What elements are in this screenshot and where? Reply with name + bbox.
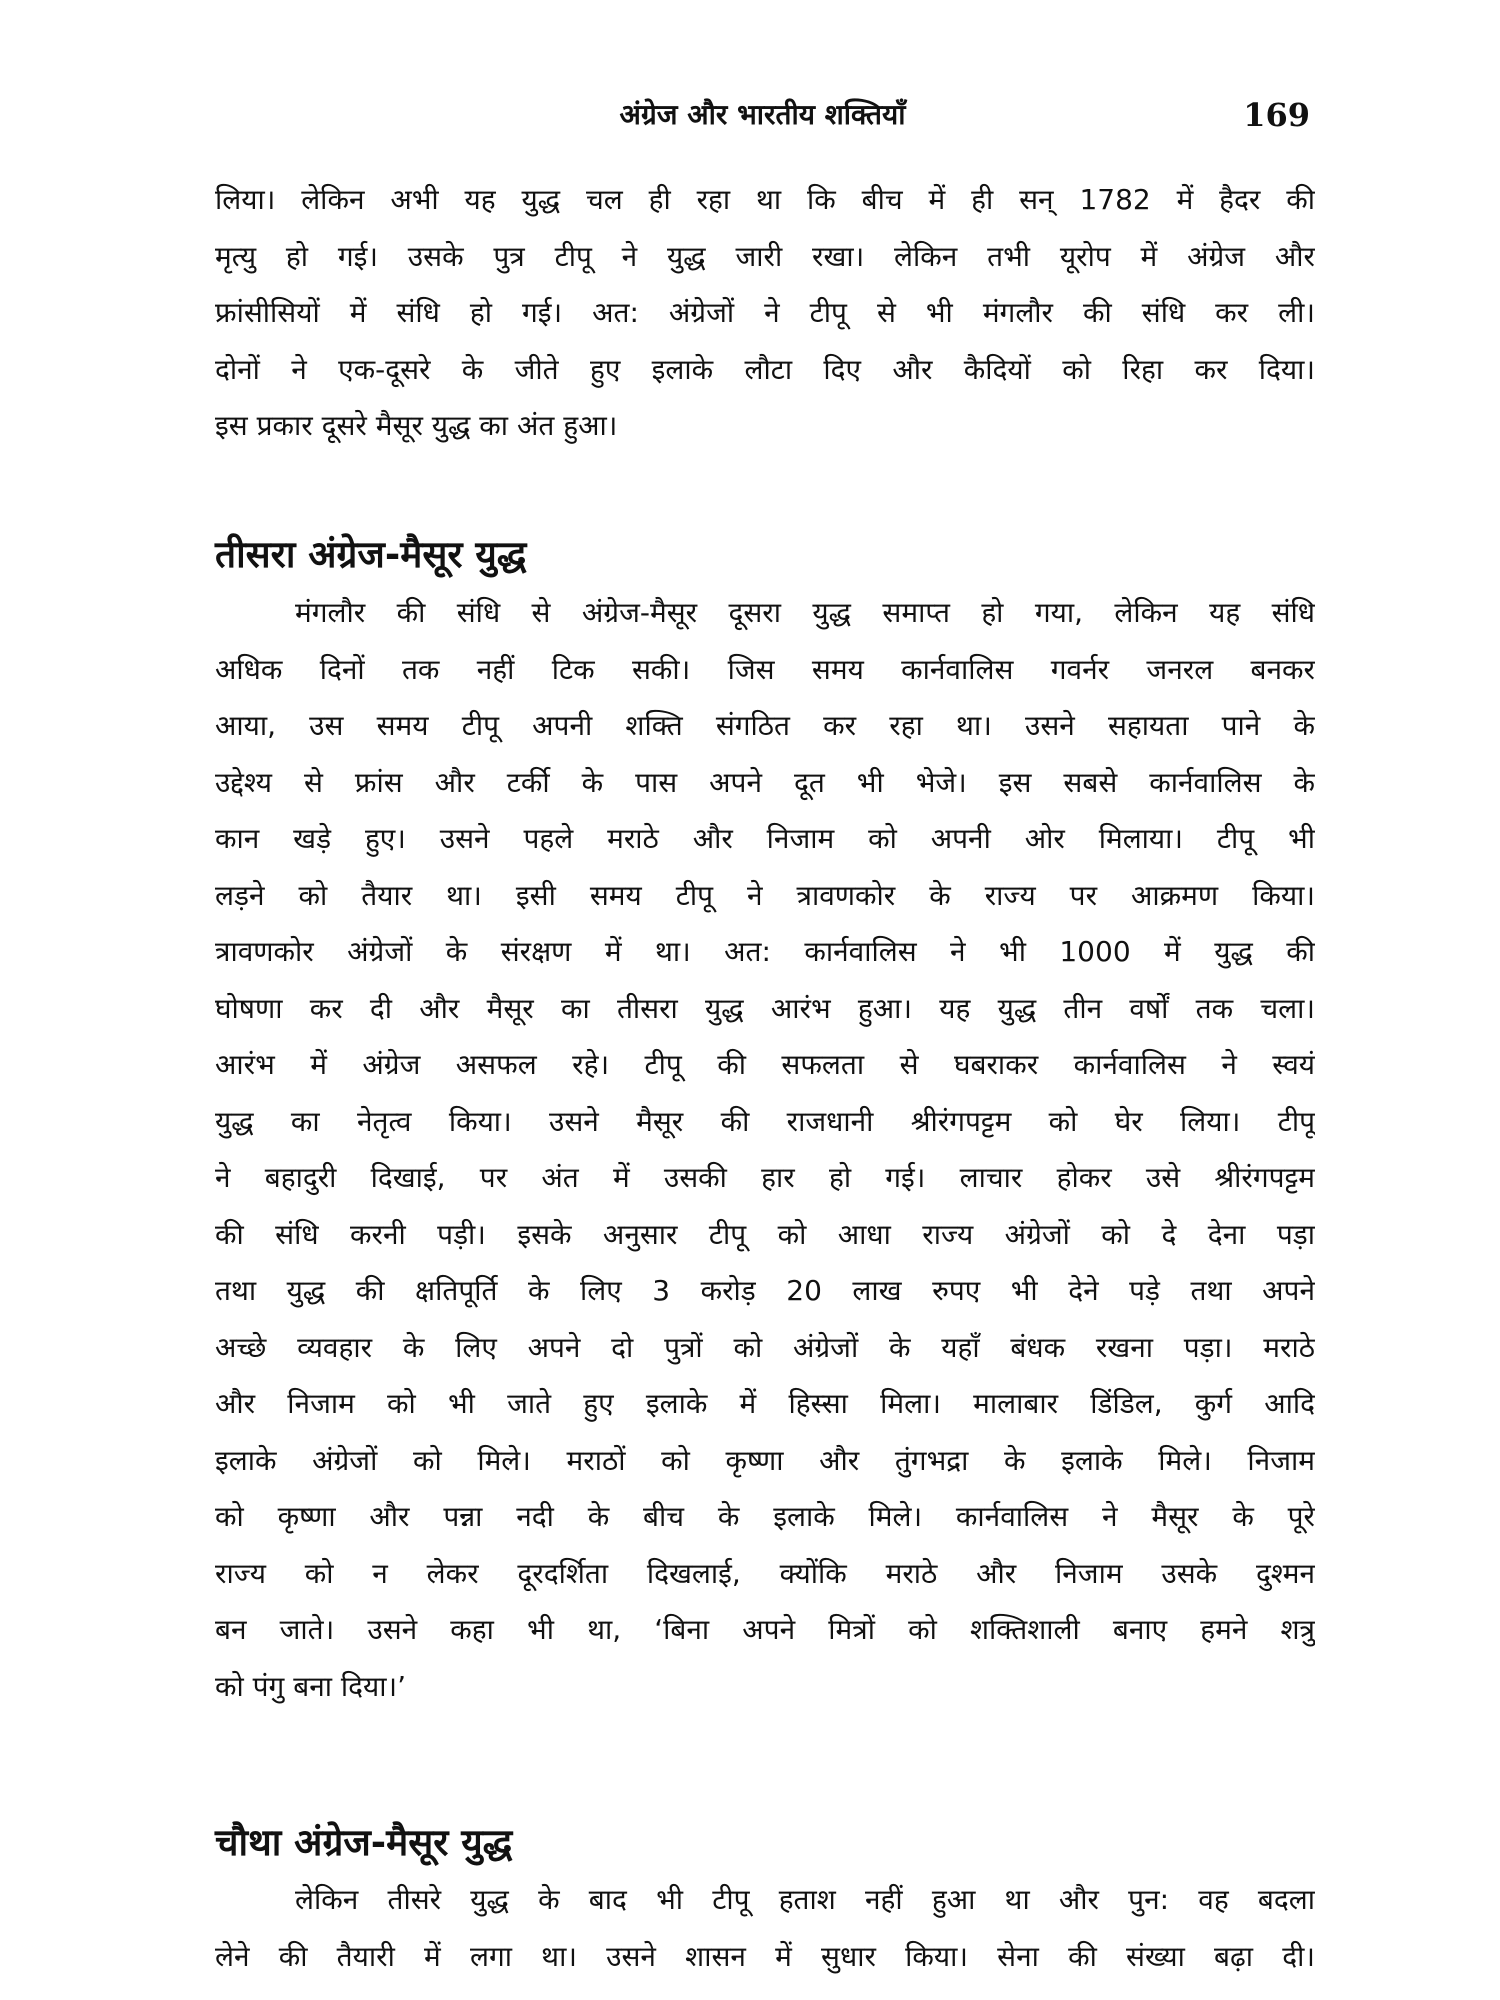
running-header xyxy=(215,95,1310,145)
paragraph-line: उद्देश्य से फ्रांस और टर्की के पास अपने दूत भी भेजे। इस सबसे कार्नवालिस के xyxy=(215,765,1315,799)
paragraph-line: और निजाम को भी जाते हुए इलाके में हिस्सा मिला। मालाबार डिंडिल, कुर्ग आदि xyxy=(215,1387,1315,1420)
paragraph-line: इस प्रकार दूसरे मैसूर युद्ध का अंत हुआ। xyxy=(215,409,618,442)
paragraph-line: ने बहादुरी दिखाई, पर अंत में उसकी हार हो गई। लाचार होकर उसे श्रीरंगपट्टम xyxy=(215,1161,1315,1194)
fourth-war-paragraph xyxy=(215,1872,1315,1985)
paragraph-line: लेने की तैयारी में लगा था। उसने शासन में सुधार किया। सेना की संख्या बढ़ा दी। xyxy=(215,1939,1315,1973)
paragraph-line: अधिक दिनों तक नहीं टिक सकी। जिस समय कार्नवालिस गवर्नर जनरल बनकर xyxy=(215,652,1315,686)
paragraph-line: दोनों ने एक-दूसरे के जीते हुए इलाके लौटा दिए और कैदियों को रिहा कर दिया। xyxy=(215,352,1315,386)
paragraph-line: अच्छे व्यवहार के लिए अपने दो पुत्रों को अंग्रेजों के यहाँ बंधक रखना पड़ा। मराठे xyxy=(215,1330,1315,1364)
paragraph-line: घोषणा कर दी और मैसूर का तीसरा युद्ध आरंभ हुआ। यह युद्ध तीन वर्षों तक चला। xyxy=(215,991,1315,1025)
paragraph-line: मृत्यु हो गई। उसके पुत्र टीपू ने युद्ध जारी रखा। लेकिन तभी यूरोप में अंग्रेज और xyxy=(215,239,1315,273)
paragraph-line: युद्ध का नेतृत्व किया। उसने मैसूर की राजधानी श्रीरंगपट्टम को घेर लिया। टीपू xyxy=(215,1104,1315,1138)
paragraph-line: कान खड़े हुए। उसने पहले मराठे और निजाम को अपनी ओर मिलाया। टीपू भी xyxy=(215,822,1315,855)
paragraph-line: को पंगु बना दिया।’ xyxy=(215,1669,407,1703)
paragraph-line: तथा युद्ध की क्षतिपूर्ति के लिए 3 करोड़ 20 लाख रुपए भी देने पड़े तथा अपने xyxy=(215,1274,1315,1307)
paragraph-line: त्रावणकोर अंग्रेजों के संरक्षण में था। अत: कार्नवालिस ने भी 1000 में युद्ध की xyxy=(215,935,1315,968)
third-war-paragraph xyxy=(215,585,1315,1715)
paragraph-line: मंगलौर की संधि से अंग्रेज-मैसूर दूसरा युद्ध समाप्त हो गया, लेकिन यह संधि xyxy=(295,596,1315,629)
paragraph-line: लेकिन तीसरे युद्ध के बाद भी टीपू हताश नहीं हुआ था और पुन: वह बदला xyxy=(295,1883,1315,1916)
paragraph-line: बन जाते। उसने कहा भी था, ‘बिना अपने मित्रों को शक्तिशाली बनाए हमने शत्रु xyxy=(215,1613,1315,1646)
paragraph-line: लिया। लेकिन अभी यह युद्ध चल ही रहा था कि बीच में ही सन् 1782 में हैदर की xyxy=(215,183,1315,216)
running-title: अंग्रेज और भारतीय शक्तियाँ xyxy=(619,98,906,131)
paragraph-line: को कृष्णा और पन्ना नदी के बीच के इलाके मिले। कार्नवालिस ने मैसूर के पूरे xyxy=(215,1500,1315,1533)
section-heading-third-war: तीसरा अंग्रेज-मैसूर युद्ध xyxy=(215,533,527,576)
page-number: 169 xyxy=(1243,96,1310,134)
paragraph-line: आरंभ में अंग्रेज असफल रहे। टीपू की सफलता से घबराकर कार्नवालिस ने स्वयं xyxy=(215,1048,1315,1081)
section-heading-fourth-war: चौथा अंग्रेज-मैसूर युद्ध xyxy=(215,1821,513,1864)
paragraph-line: इलाके अंग्रेजों को मिले। मराठों को कृष्णा और तुंगभद्रा के इलाके मिले। निजाम xyxy=(215,1443,1315,1477)
intro-paragraph xyxy=(215,172,1315,455)
paragraph-line: राज्य को न लेकर दूरदर्शिता दिखलाई, क्योंकि मराठे और निजाम उसके दुश्मन xyxy=(215,1556,1315,1590)
paragraph-line: आया, उस समय टीपू अपनी शक्ति संगठित कर रहा था। उसने सहायता पाने के xyxy=(215,709,1315,742)
paragraph-line: फ्रांसीसियों में संधि हो गई। अत: अंग्रेजों ने टीपू से भी मंगलौर की संधि कर ली। xyxy=(215,296,1315,329)
paragraph-line: की संधि करनी पड़ी। इसके अनुसार टीपू को आधा राज्य अंग्रेजों को दे देना पड़ा xyxy=(215,1217,1315,1251)
paragraph-line: लड़ने को तैयार था। इसी समय टीपू ने त्रावणकोर के राज्य पर आक्रमण किया। xyxy=(215,878,1315,912)
